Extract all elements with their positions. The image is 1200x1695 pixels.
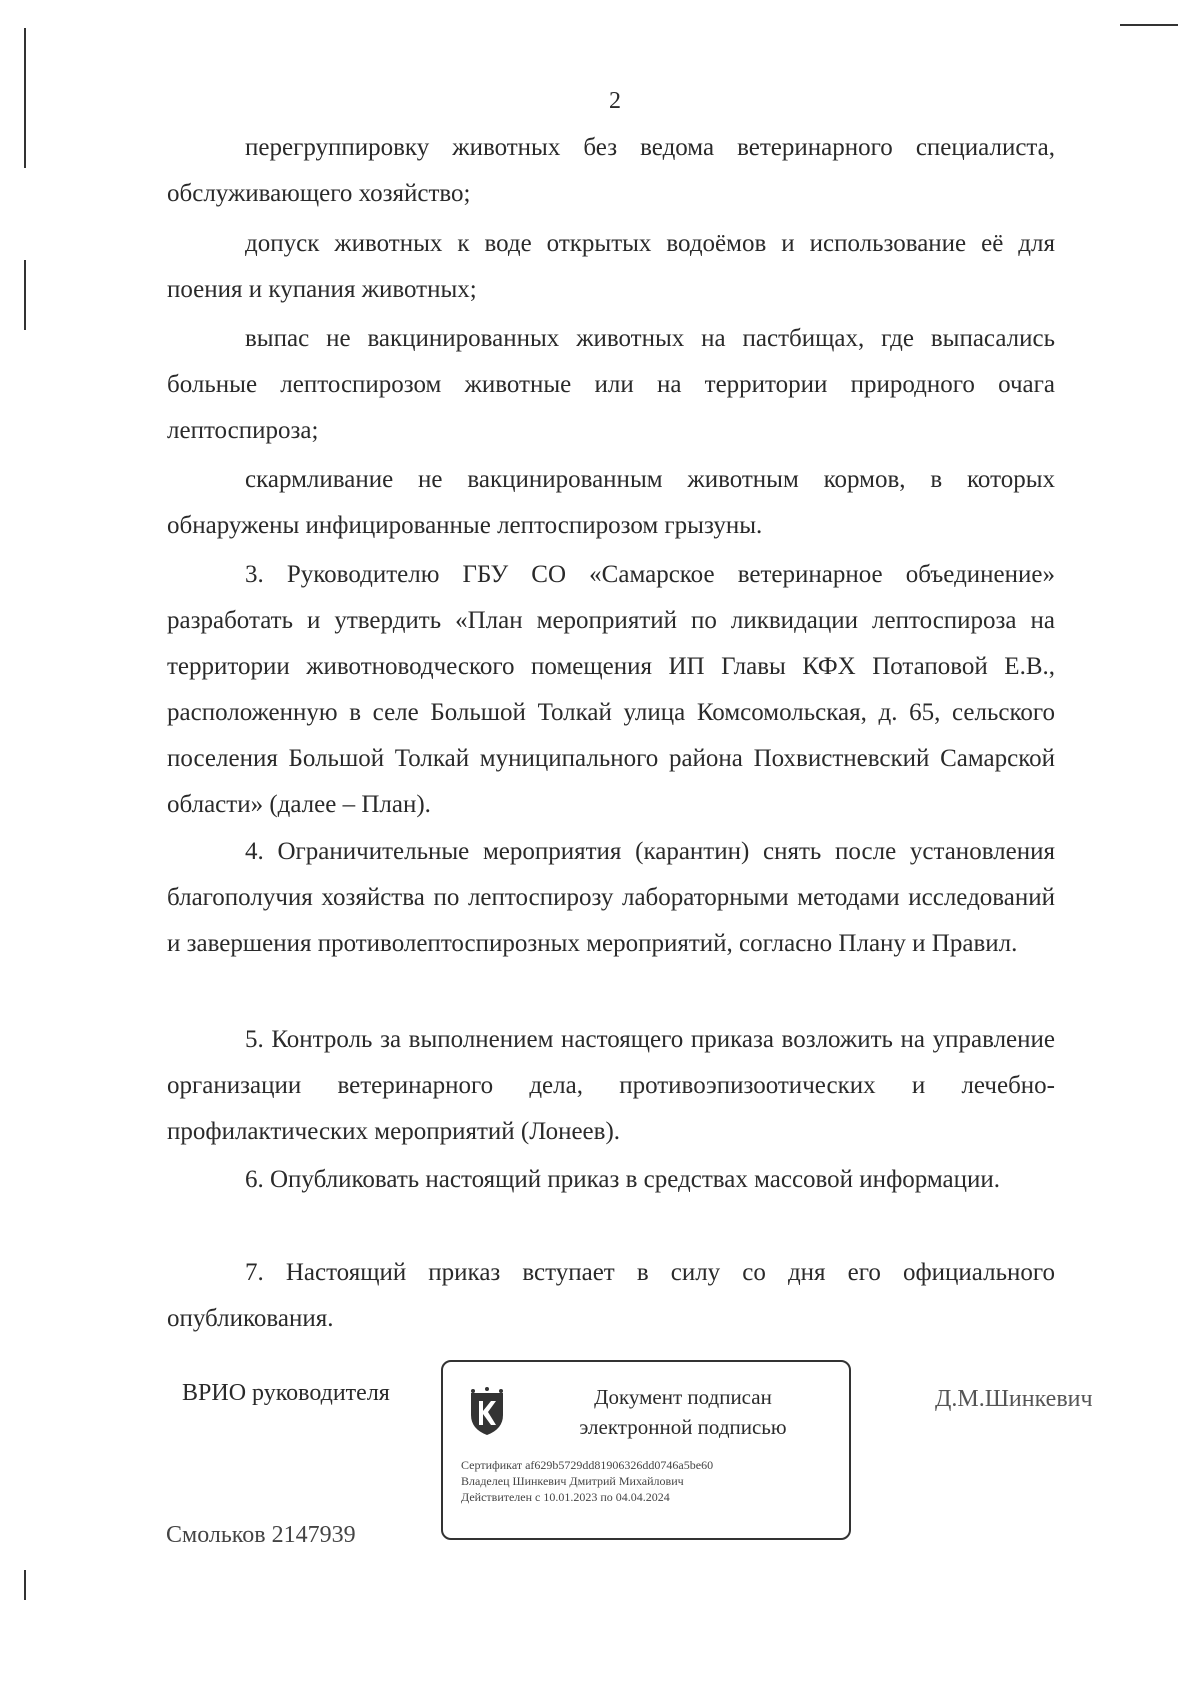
scan-margin-mark [1120,24,1178,26]
stamp-owner: Владелец Шинкевич Дмитрий Михайлович [461,1474,684,1488]
stamp-certificate: Сертификат af629b5729dd81906326dd0746a5be60 [461,1458,714,1472]
scan-margin-mark [24,1570,26,1600]
paragraph: допуск животных к воде открытых водоёмов и использование её для поения и купания животных; [167,230,1055,303]
stamp-details [461,1457,713,1505]
paragraph: 3. Руководителю ГБУ СО «Самарское ветеринарное объединение» разработать и утвердить «План мероприятий по ликвидации лептоспироза на территории животноводческого помещения ИП Главы КФХ Потаповой Е.В., расположенную в селе Большой Толкай улица Комсомольская, д. 65, сельского поселения Большой Толкай муниципального района Похвистневский Самарской области» (далее – План). [167,561,1055,818]
paragraph: выпас не вакцинированных животных на пастбищах, где выпасались больные лептоспирозом животные или на территории природного очага лептоспироза; [167,325,1055,444]
stamp-validity: Действителен с 10.01.2023 по 04.04.2024 [461,1490,670,1504]
paragraph: 4. Ограничительные мероприятия (карантин) снять после установления благополучия хозяйства по лептоспирозу лабораторными методами исследований и завершения противолептоспирозных мероприятий, согласно Плану и Правил. [167,838,1055,957]
scan-margin-mark [24,260,26,330]
coat-of-arms-icon [467,1387,507,1437]
paragraph: 5. Контроль за выполнением настоящего приказа возложить на управление организации ветеринарного дела, противоэпизоотических и лечебно-профилактических мероприятий (Лонеев). [167,1026,1055,1145]
signatory-role: ВРИО руководителя [182,1380,390,1406]
contact-line: Смольков 2147939 [166,1522,356,1548]
stamp-title [553,1382,813,1442]
stamp-title-line: Документ подписан [594,1385,772,1409]
paragraph: 6. Опубликовать настоящий приказ в средствах массовой информации. [245,1166,1001,1193]
paragraph: скармливание не вакцинированным животным кормов, в которых обнаружены инфицированные лептоспирозом грызуны. [167,466,1055,539]
signatory-name: Д.М.Шинкевич [935,1386,1093,1412]
paragraph: 7. Настоящий приказ вступает в силу со дня его официального опубликования. [167,1259,1055,1332]
page-number: 2 [609,88,621,114]
paragraph: перегруппировку животных без ведома ветеринарного специалиста, обслуживающего хозяйство; [167,134,1055,207]
stamp-title-line: электронной подписью [579,1415,787,1439]
electronic-signature-stamp [441,1360,851,1540]
